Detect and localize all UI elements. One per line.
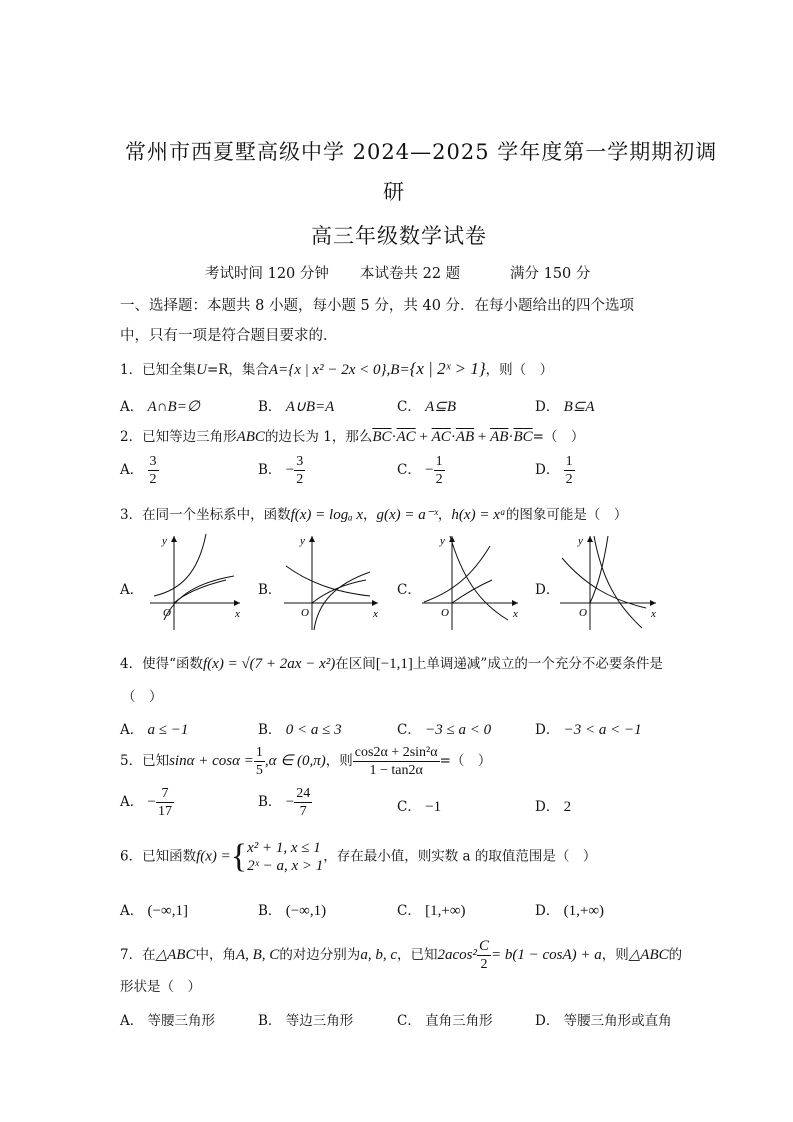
q1-eq: =R，集合 [206, 362, 269, 378]
q6-option-c [397, 899, 466, 920]
option-label: D． [535, 799, 560, 815]
vector-bc: $\overline{BC}$ [513, 429, 533, 445]
q4-option-a [120, 718, 188, 739]
q1-set-a: A={x | x² − 2x < 0},B= [268, 362, 410, 378]
numerator: 1 [565, 454, 573, 469]
numerator: 3 [149, 454, 157, 469]
q4-interval: [−1,1] [375, 656, 413, 672]
option-value: 等腰三角形或直角 [563, 1013, 672, 1029]
sign: − [425, 462, 434, 478]
q6-option-a [120, 899, 188, 920]
q7-mid1: 中，角 [195, 947, 236, 963]
fraction [294, 785, 312, 820]
section-instructions-line1: 一、选择题：本题共 8 小题，每小题 5 分，共 40 分．在每小题给出的四个选项 [120, 298, 635, 314]
numerator: 24 [296, 786, 311, 801]
denominator: 2 [435, 472, 443, 487]
curve-exp [562, 558, 646, 608]
sign: − [285, 794, 295, 810]
numerator: C [478, 938, 489, 954]
option-label: B． [258, 1013, 282, 1029]
big-fraction [353, 744, 440, 779]
origin-label: O [163, 607, 171, 619]
q4-option-b [258, 718, 342, 739]
option-value: [1,+∞) [425, 903, 466, 919]
q1-set-b: {x | 2ˣ > 1} [409, 359, 486, 378]
numerator: 3 [296, 454, 304, 469]
q7-line2: 形状是（ ） [120, 979, 201, 995]
fraction [564, 453, 575, 488]
x-label: x [651, 608, 656, 620]
q5-condition: ,α ∈ (0,π) [264, 753, 326, 769]
denominator: 2 [296, 472, 304, 487]
q4-mid: 在区间 [335, 656, 376, 672]
q6-function: f(x) = [196, 848, 231, 865]
q4-number: 4． [120, 656, 143, 672]
q5-option-d [535, 795, 571, 816]
q7-mid3: ，已知 [396, 947, 438, 963]
q5-tail: =（ ） [439, 753, 492, 769]
document-title-line2: 研 [383, 180, 405, 204]
numerator: 1 [255, 745, 263, 760]
numerator: 1 [435, 454, 443, 469]
option-label: A． [120, 399, 144, 415]
numerator: 7 [156, 785, 174, 803]
q3-label-c: C． [397, 582, 421, 598]
q7-option-c [397, 1009, 493, 1029]
q7-expr-pre: 2acos² [437, 947, 477, 963]
option-label: C． [397, 799, 421, 815]
exam-subtitle: 高三年级数学试卷 [311, 224, 487, 248]
option-value: (−∞,1] [147, 903, 188, 919]
q4-function: f(x) = √(7 + 2ax − x²) [203, 656, 336, 672]
q7-option-b [258, 1009, 353, 1029]
q4-option-d [535, 718, 642, 739]
y-axis-arrow [171, 536, 177, 542]
q3-g: g(x) = a⁻ˣ [376, 507, 438, 523]
option-label: C． [397, 722, 421, 738]
denominator: 7 [299, 804, 307, 819]
option-label: B． [258, 722, 282, 738]
q7-pre: 在 [142, 947, 156, 963]
q1-universal-set: U [196, 362, 207, 378]
q1-option-d [535, 395, 595, 416]
q1-option-b [258, 395, 334, 416]
graph-b [278, 530, 388, 635]
sign: − [147, 794, 157, 810]
vector-bc: $\overline{BC}$ [372, 429, 392, 445]
q3-h: h(x) = xᵃ [451, 507, 506, 523]
q7-triangle: △ABC [628, 947, 669, 963]
q1-number: 1． [120, 362, 143, 378]
option-label: B． [258, 903, 282, 919]
question-6 [120, 838, 596, 876]
q2-option-b [258, 453, 305, 488]
fraction [294, 453, 305, 488]
graph-d [556, 530, 666, 635]
option-value: (1,+∞) [563, 903, 605, 919]
curve-power [174, 580, 226, 603]
q5-pre: 已知 [142, 753, 170, 769]
y-label: y [440, 535, 445, 547]
option-label: D． [535, 462, 560, 478]
option-label: C． [397, 462, 421, 478]
denominator: 2 [565, 472, 573, 487]
q6-option-b [258, 899, 326, 920]
option-value: 直角三角形 [425, 1013, 493, 1029]
question-5 [120, 744, 491, 779]
q7-mid2: 的对边分别为 [279, 947, 361, 963]
option-value: 2 [563, 799, 572, 815]
denominator: 2 [149, 472, 157, 487]
question-count: 本试卷共 22 题 [360, 266, 461, 282]
origin-label: O [301, 607, 309, 619]
exam-time: 考试时间 120 分钟 [205, 266, 329, 282]
curve-log [450, 536, 508, 620]
y-axis-arrow [587, 536, 593, 542]
option-value: 0 < a ≤ 3 [285, 722, 342, 738]
option-value: B⊆A [563, 399, 595, 415]
curve-power [312, 580, 366, 603]
y-axis-arrow [309, 536, 315, 542]
denominator: 2 [480, 957, 488, 972]
option-value: A∪B=A [285, 399, 335, 415]
q5-number: 5． [120, 753, 143, 769]
option-label: A． [120, 903, 144, 919]
x-axis-arrow [512, 600, 518, 606]
q5-mid: ，则 [325, 753, 353, 769]
q6-option-d [535, 899, 604, 920]
option-label: D． [535, 722, 560, 738]
piecewise [247, 839, 323, 875]
q1-pre: 已知全集 [142, 362, 197, 378]
q7-angles: A, B, C [235, 947, 280, 963]
option-label: C． [397, 1013, 421, 1029]
option-label: D． [535, 1013, 560, 1029]
q3-number: 3． [120, 507, 143, 523]
q7-mid4: ，则 [601, 947, 629, 963]
option-value: −3 ≤ a < 0 [425, 722, 492, 738]
fraction [254, 744, 265, 779]
curve-exp [286, 566, 370, 596]
left-brace: { [230, 838, 248, 875]
q2-mid: 的边长为 1，那么 [264, 429, 373, 445]
question-3: 3．在同一个坐标系中，函数f(x) = logₐ x，g(x) = a⁻ˣ，h(x) = xᵃ的图象可能是（ ） [120, 507, 628, 523]
q3-f: f(x) = logₐ x [290, 507, 363, 523]
q2-number: 2． [120, 429, 143, 445]
fraction [148, 453, 159, 488]
q2-option-d [535, 453, 575, 488]
q7-option-d [535, 1009, 672, 1029]
option-value: (−∞,1) [285, 903, 327, 919]
option-label: A． [120, 1013, 144, 1029]
document-title-line1: 常州市西夏墅高级中学 2024—2025 学年度第一学期期初调 [125, 140, 718, 164]
q5-expr: sinα + cosα = [169, 753, 254, 769]
q7-sides: a, b, c [360, 947, 397, 963]
x-label: x [513, 608, 518, 620]
option-label: A． [120, 722, 144, 738]
q7-option-a [120, 1009, 215, 1029]
curve-exp [424, 546, 490, 602]
origin-label: O [441, 607, 449, 619]
origin-label: O [579, 607, 587, 619]
numerator: cos2α + 2sin²α [354, 745, 438, 760]
q6-pre: 已知函数 [142, 848, 197, 865]
x-axis-arrow [372, 600, 378, 606]
option-value: 等腰三角形 [147, 1013, 216, 1029]
fraction [477, 938, 491, 973]
q6-tail: ，存在最小值，则实数 a 的取值范围是（ ） [323, 848, 597, 865]
q5-option-a [120, 785, 174, 820]
option-label: A． [120, 462, 144, 478]
x-axis-arrow [650, 600, 656, 606]
section-instructions-line2: 中，只有一项是符合题目要求的． [120, 328, 338, 344]
q7-tail: 的 [668, 947, 683, 963]
option-label: C． [397, 399, 421, 415]
curve-log [594, 536, 642, 628]
x-label: x [235, 608, 240, 620]
q1-tail: ，则（ ） [485, 362, 554, 378]
question-2: 2．已知等边三角形ABC的边长为 1，那么$\overline{BC}\cdot\overline{AC} + \overline{AC}\cdot\overline{AB} + \overline{AB}\cdot\overline{BC}=$（ ） [120, 429, 585, 445]
graph-c [418, 530, 528, 635]
y-label: y [578, 535, 583, 547]
option-label: B． [258, 794, 282, 810]
option-label: C． [397, 903, 421, 919]
question-1 [120, 358, 553, 379]
option-label: B． [258, 462, 282, 478]
denominator: 5 [255, 763, 263, 778]
q6-number: 6． [120, 848, 143, 865]
graph-a [140, 530, 250, 635]
option-label: D． [535, 399, 560, 415]
option-value: a ≤ −1 [147, 722, 189, 738]
q2-option-c [397, 453, 445, 488]
vector-ab: $\overline{AB}$ [490, 429, 509, 445]
x-label: x [373, 608, 378, 620]
q2-triangle: ABC [236, 429, 265, 445]
q5-option-b [258, 785, 312, 820]
q5-option-c [397, 795, 441, 816]
option-value: −3 < a < −1 [563, 722, 642, 738]
y-label: y [300, 535, 305, 547]
q1-option-a [120, 395, 200, 416]
denominator: 17 [158, 804, 173, 819]
fraction [434, 453, 445, 488]
option-value: 等边三角形 [285, 1013, 354, 1029]
q3-label-a: A． [120, 582, 144, 598]
q3-label-d: D． [535, 582, 560, 598]
q4-pre: 使得“函数 [142, 656, 203, 672]
option-label: D． [535, 903, 560, 919]
q2-pre: 已知等边三角形 [142, 429, 237, 445]
q7-number: 7． [120, 947, 143, 963]
option-value: −1 [425, 799, 442, 815]
fraction [156, 785, 174, 820]
x-axis-arrow [234, 600, 240, 606]
option-value: A∩B=∅ [147, 399, 200, 415]
q2-tail: =（ ） [532, 429, 585, 445]
full-score: 满分 150 分 [510, 266, 591, 282]
q1-option-c [397, 395, 456, 416]
q4-tail: 上单调递减”成立的一个充分不必要条件是 [412, 656, 663, 672]
q3-tail: 的图象可能是（ ） [505, 507, 628, 523]
piece-2: 2ˣ − a, x > 1 [247, 858, 324, 874]
q7-expr-post: = b(1 − cosA) + a [491, 947, 602, 963]
vector-ab: $\overline{AB}$ [455, 429, 475, 445]
question-7 [120, 938, 682, 973]
piece-1: x² + 1, x ≤ 1 [247, 840, 321, 856]
denominator: 1 − tan2α [369, 763, 423, 778]
vector-ac: $\overline{AC}$ [431, 429, 451, 445]
q3-pre: 在同一个坐标系中，函数 [142, 507, 291, 523]
q3-label-b: B． [258, 582, 282, 598]
option-label: B． [258, 399, 282, 415]
vector-ac: $\overline{AC}$ [396, 429, 416, 445]
sign: − [285, 462, 295, 478]
q2-option-a [120, 453, 159, 488]
q7-triangle: △ABC [155, 947, 196, 963]
q4-answer-blank: （ ） [122, 689, 163, 705]
y-label: y [162, 535, 167, 547]
question-4 [120, 652, 663, 673]
q4-option-c [397, 718, 491, 739]
option-value: A⊆B [425, 399, 457, 415]
option-label: A． [120, 794, 144, 810]
